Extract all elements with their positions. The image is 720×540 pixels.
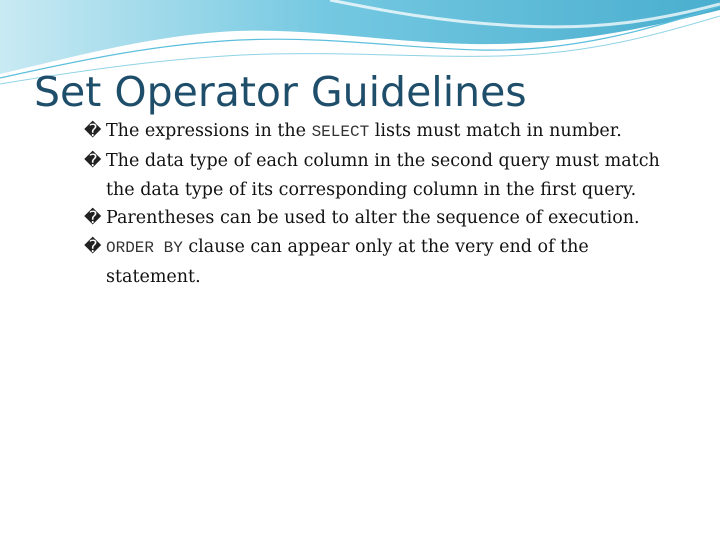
bullet-item bbox=[84, 117, 684, 147]
bullet-text: lists must match in number. bbox=[369, 121, 622, 141]
bullet-item bbox=[84, 233, 684, 292]
bullet-marker-icon: � bbox=[84, 208, 102, 229]
bullet-text: The data type of each column in the second query must match the data type of its corresponding column in the first query. bbox=[106, 150, 660, 200]
code-keyword: SELECT bbox=[311, 123, 370, 141]
bullet-text: The expressions in the bbox=[106, 121, 312, 141]
bullet-item bbox=[84, 147, 684, 205]
bullet-item bbox=[84, 204, 684, 233]
bullet-text: Parentheses can be used to alter the sequence of execution. bbox=[106, 208, 640, 229]
bullet-text: clause can appear only at the very end of the statement. bbox=[106, 237, 589, 287]
slide-title: Set Operator Guidelines bbox=[34, 68, 527, 116]
code-keyword: ORDER BY bbox=[106, 239, 183, 258]
bullet-marker-icon: � bbox=[84, 121, 102, 141]
bullet-marker-icon: � bbox=[84, 150, 102, 171]
bullet-list bbox=[84, 117, 684, 292]
bullet-marker-icon: � bbox=[84, 237, 102, 258]
